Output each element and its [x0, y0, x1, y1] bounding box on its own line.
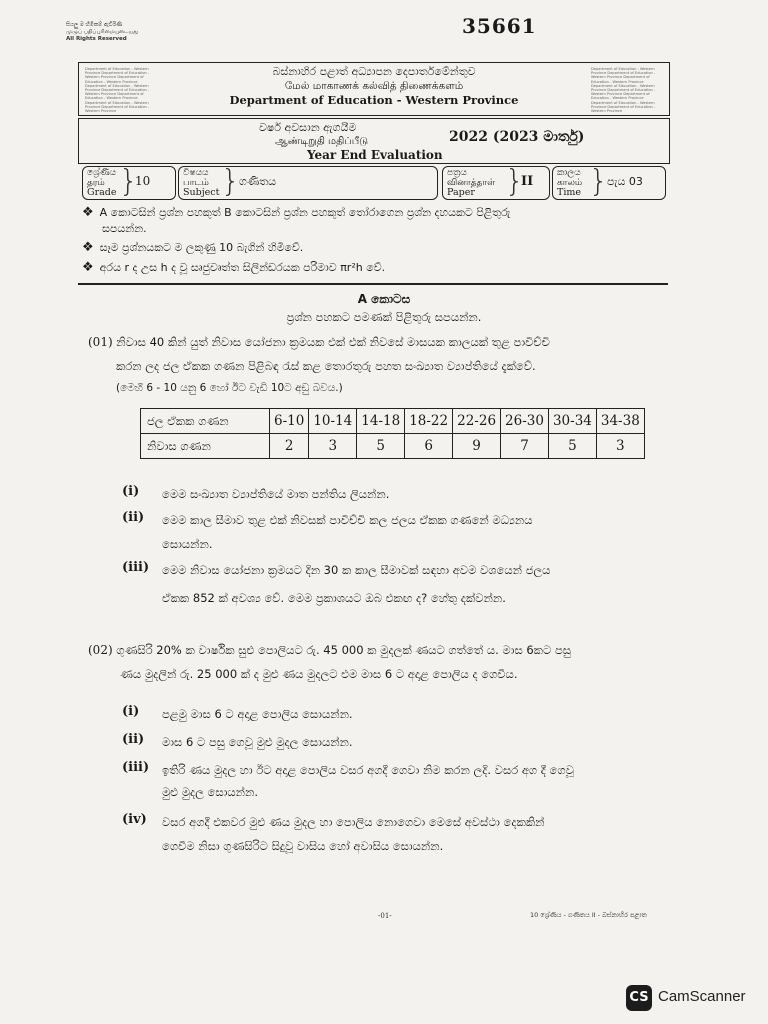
time-value: පැය 03 [607, 175, 643, 188]
brace-icon: } [119, 164, 139, 199]
table-cell: 7 [501, 434, 549, 459]
department-header [78, 62, 670, 116]
q1-part-iii-text: මෙම නිවාස යෝජනා ක්‍රමයට දින 30 ක කාල සීමාවක් සඳහා අවම වශයෙන් ජලය [162, 563, 551, 577]
department-title [229, 65, 519, 108]
q1-part-iii-text-cont: ඒකක 852 ක් අවශ්‍ය වේ. මෙම ප්‍රකාශයට ඔබ එකඟ ද? හේතු දක්වන්න. [162, 591, 506, 605]
q2-part-iv-text: වසර අගදී එකවර මුළු ණය මුදල හා පොලිය නොගෙවා මෙසේ අවස්ථා දෙකකින් [162, 815, 545, 829]
q1-part-i-text: මෙම සංඛ්‍යාත ව්‍යාප්තියේ මාත පන්තිය ලියන්න. [162, 487, 390, 501]
copyright-notice [66, 22, 138, 43]
grade-value: 10 [135, 174, 151, 188]
brace-icon: } [505, 164, 525, 199]
q2-part-iv-text-cont: ගෙවීම නිසා ගුණසිරිට සිදුවූ වාසිය හෝ අවාසිය සොයන්න. [162, 839, 444, 853]
table-row [141, 434, 645, 459]
q2-part-i-number: (i) [122, 704, 140, 719]
q2-part-ii-number: (ii) [122, 732, 145, 747]
camscanner-logo: CS [626, 985, 652, 1011]
table-cell: 26-30 [501, 409, 549, 434]
q1-line-2: කරන ලද ජල ඒකක ගණන පිළිබඳ රැස් කළ තොරතුරු පහත සංඛ්‍යාත ව්‍යාප්තියේ දැක්වේ. [116, 359, 536, 373]
evaluation-title-ta: ஆண்டிறுதி மதிப்பீடு [275, 136, 369, 147]
time-label: කාලය காலம் Time [557, 168, 583, 198]
table-cell: 5 [548, 434, 596, 459]
table-cell: 3 [309, 434, 357, 459]
copyright-si: සියලු ම හිමිකම් ඇවිරිණි [66, 22, 123, 28]
table-cell: 14-18 [357, 409, 405, 434]
divider [78, 283, 668, 285]
diamond-bullet-icon: ❖ [82, 240, 94, 255]
table-cell: 18-22 [405, 409, 453, 434]
copyright-en: All Rights Reserved [66, 36, 127, 42]
brace-icon: } [221, 164, 241, 199]
table-cell: 5 [357, 434, 405, 459]
table-cell: 2 [270, 434, 309, 459]
table-cell: 6-10 [270, 409, 309, 434]
fine-print-right: Department of Education - Western Province Department of Education - Western Province Department of Education - Western Province Department of Education - Western Province Department of Education - Western Province Department of Education - Western Province Department of Education - Western Province Department of Education - Western Province [591, 67, 656, 114]
instruction-1-cont: සපයන්න. [102, 222, 147, 235]
instruction-2: ❖ සෑම ප්‍රශ්නයකට ම ලකුණු 10 බැගින් හිමිවේ. [82, 240, 304, 255]
table-cell: 6 [405, 434, 453, 459]
serial-number: 35661 [462, 14, 537, 38]
table-row-label: නිවාස ගණන [141, 434, 270, 459]
table-row-label: ජල ඒකක ගණන [141, 409, 270, 434]
q2-part-i-text: පළමු මාස 6 ට අදාළ පොලිය සොයන්න. [162, 707, 353, 721]
evaluation-year: 2022 (2023 මාර්තු) [449, 129, 585, 145]
grade-box [82, 166, 176, 200]
department-ta: மேல் மாகாணக் கல்வித் திணைக்களம் [284, 80, 464, 92]
department-en: Department of Education - Western Province [229, 93, 519, 107]
brace-icon: } [589, 164, 609, 199]
q1-number: (01) [88, 335, 113, 349]
table-cell: 22-26 [453, 409, 501, 434]
table-cell: 10-14 [309, 409, 357, 434]
section-subtitle: ප්‍රශ්න පහකට පමණක් පිළිතුරු සපයන්න. [286, 310, 482, 324]
table-row [141, 409, 645, 434]
q2-part-iv-number: (iv) [122, 812, 147, 827]
q2-line-1: (02) ගුණසිරි 20% ක වාර්ෂික සුළු පොලියට රු. 45 000 ක මුදලක් ණයට ගත්තේ ය. මාස 6කට පසු [88, 643, 572, 657]
evaluation-title-si: වර්ෂ අවසාන ඇගයීම [259, 121, 357, 134]
q1-part-ii-text-cont: සොයන්න. [162, 537, 213, 551]
fine-print-left: Department of Education - Western Province Department of Education - Western Province Department of Education - Western Province Department of Education - Western Province Department of Education - Western Province Department of Education - Western Province Department of Education - Western Province Department of Education - Western Province [85, 67, 150, 114]
q2-part-iii-text: ඉතිරි ණය මුදල හා ඊට අදාළ පොලිය වසර අගදී ගෙවා නිම කරන ලදි. වසර අග දී ගෙවූ [162, 763, 574, 777]
subject-label: විෂයය பாடம் Subject [183, 168, 220, 198]
time-box [552, 166, 666, 200]
paper-label: පත්‍රය வினாத்தாள் Paper [447, 168, 496, 198]
evaluation-header [78, 118, 670, 164]
instruction-3: ❖ අරය r ද උස h ද වූ සෘජුවෘත්ත සිලින්ඩරයක පරිමාව πr²h වේ. [82, 260, 386, 275]
q2-number: (02) [88, 643, 113, 657]
instruction-1: ❖ A කොටසින් ප්‍රශ්න පහකුත් B කොටසින් ප්‍රශ්න පහකුත් තෝරාගෙන ප්‍රශ්න දහයකට පිළිතුරු [82, 205, 511, 220]
table-cell: 30-34 [548, 409, 596, 434]
grade-label: ශ්‍රේණිය தரம் Grade [87, 168, 117, 198]
q2-part-ii-text: මාස 6 ට පසු ගෙවූ මුළු මුදල සොයන්න. [162, 735, 353, 749]
q2-part-iii-text-cont: මුළු මුදල සොයන්න. [162, 785, 258, 799]
subject-value: ගණිතය [239, 175, 277, 188]
paper-value: II [521, 174, 534, 189]
diamond-bullet-icon: ❖ [82, 205, 94, 220]
q1-line-1: (01) නිවාස 40 කින් යුත් නිවාස යෝජනා ක්‍රමයක එක් එක් නිවසේ මාසයක කාලයක් තුළ පාවිච්චි [88, 335, 550, 349]
footer-caption: 10 ශ්‍රේණිය - ගණිතය II - බස්නාහිර පළාත [530, 911, 647, 919]
q2-line-2: ණය මුදලින් රු. 25 000 ක් ද මුළු ණය මුදලට එම මාස 6 ට අදාළ පොලිය ද ගෙවීය. [120, 667, 518, 681]
subject-box [178, 166, 438, 200]
q1-part-iii-number: (iii) [122, 560, 150, 575]
page-number: -01- [378, 912, 392, 920]
paper-box [442, 166, 550, 200]
copyright-ta: முழுப் பதிப்புரிமையுடையது [66, 29, 138, 35]
table-cell: 3 [596, 434, 644, 459]
q1-note: (මෙහි 6 - 10 යනු 6 හෝ ඊට වැඩි 10ට අඩු බවය.) [116, 382, 343, 394]
q1-part-ii-number: (ii) [122, 510, 145, 525]
section-title: A කොටස [357, 292, 411, 306]
frequency-table [140, 408, 645, 459]
camscanner-label: CamScanner [658, 988, 746, 1005]
q1-part-ii-text: මෙම කාල සීමාව තුළ එක් නිවසක් පාවිච්චි කල ජලය ඒකක ගණනේ මධ්‍යනය [162, 513, 533, 527]
table-cell: 34-38 [596, 409, 644, 434]
diamond-bullet-icon: ❖ [82, 260, 94, 275]
q2-part-iii-number: (iii) [122, 760, 150, 775]
q1-part-i-number: (i) [122, 484, 140, 499]
evaluation-title-en: Year End Evaluation [307, 148, 443, 162]
table-cell: 9 [453, 434, 501, 459]
department-si: බස්නාහිර පළාත් අධ්‍යාපන දෙපාර්තමේන්තුව [272, 65, 476, 78]
